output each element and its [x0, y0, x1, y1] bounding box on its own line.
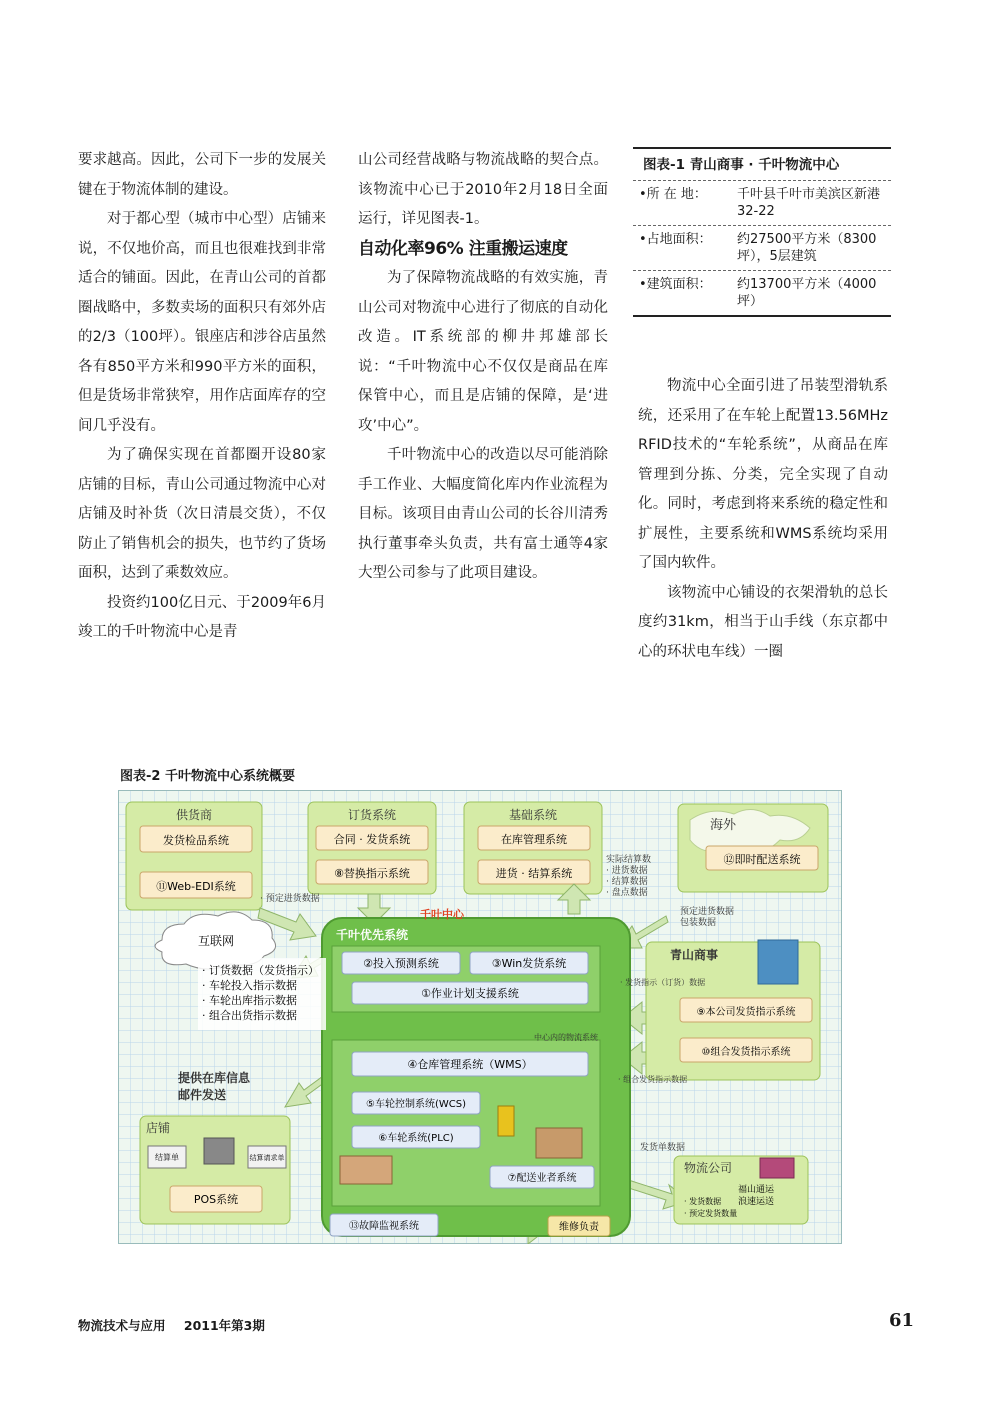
store-title: 店铺 [146, 1121, 171, 1135]
fault-monitor-system: ⑬故障监视系统 [349, 1221, 419, 1232]
settlement-slip: 结算单 [155, 1153, 179, 1162]
info-label: •占地面积： [639, 232, 712, 247]
svg-text:· 组合出货指示数据: · 组合出货指示数据 [202, 1009, 297, 1022]
note-predict: · 预定进货数据 [260, 894, 320, 904]
ship-data-note: · 发货数据 [684, 1197, 722, 1206]
combo-ship-system: ⑩组合发货指示系统 [701, 1047, 791, 1058]
info-value: 约27500平方米（8300坪），5层建筑 [737, 232, 877, 264]
wcs-system: ⑤车轮控制系统(WCS) [366, 1099, 466, 1110]
ordering-panel [308, 802, 436, 894]
receiving-settlement-system: 进货 · 结算系统 [495, 867, 573, 880]
paragraph: 要求越高。因此，公司下一步的发展关键在于物流体制的建设。 [78, 152, 326, 198]
svg-text:包装数据: 包装数据 [680, 918, 717, 928]
store-panel [140, 1116, 290, 1224]
inventory-system: 在库管理系统 [501, 833, 567, 846]
journal-name: 物流技术与应用 [78, 1318, 166, 1333]
svg-text:实际结算数: 实际结算数 [606, 855, 652, 865]
overseas-title: 海外 [709, 818, 737, 833]
truck-illustration [760, 1158, 794, 1178]
ordering-title: 订货系统 [347, 808, 397, 822]
mail-send-label: 邮件发送 [178, 1088, 227, 1102]
settlement-request-slip: 结算请求单 [249, 1154, 285, 1162]
figure-title: 图表-2 千叶物流中心系统概要 [120, 769, 295, 784]
text-column-3 [638, 372, 888, 667]
section-heading: 自动化率96% 注重搬运速度 [358, 238, 568, 259]
text-column-1 [78, 146, 326, 648]
svg-text:预定进货数据: 预定进货数据 [680, 907, 735, 917]
pos-system: POS系统 [193, 1193, 239, 1206]
aoyama-note: · 发货指示（订货）数据 [620, 978, 706, 987]
aoyama-title: 青山商事 [670, 948, 719, 962]
svg-text:· 订货数据（发货指示）: · 订货数据（发货指示） [202, 964, 319, 977]
overseas-panel [678, 804, 828, 892]
input-forecast-system: ②投入预测系统 [363, 957, 439, 970]
paragraph: 山公司经营战略与物流战略的契合点。该物流中心已于2010年2月18日全面运行，详见图表-1。 [358, 152, 608, 227]
chiba-system-label: 千叶优先系统 [336, 928, 409, 942]
page-number: 61 [888, 1310, 914, 1331]
paragraph: 投资约100亿日元、于2009年6月竣工的千叶物流中心是青 [78, 594, 326, 640]
ship-qty-note: · 预定发货数量 [684, 1209, 738, 1218]
stock-info-label: 提供在库信息 [178, 1071, 251, 1085]
internet-label: 互联网 [197, 934, 235, 948]
logistics-title: 物流公司 [684, 1161, 733, 1175]
paragraph: 对于都心型（城市中心型）店铺来说，不仅地价高，而且也很难找到非常适合的铺面。因此，在青山公司的首都圈战略中，多数卖场的面积只有郊外店的2/3（100坪）。银座店和涉谷店虽然各有850平方米和990平方米的面积，但是货场非常狭窄，用作店面库存的空间几乎没有。 [78, 211, 326, 434]
settle-notes [606, 853, 651, 898]
replacement-system: ⑧替换指示系统 [334, 867, 410, 880]
svg-text:· 车轮投入指示数据: · 车轮投入指示数据 [202, 979, 297, 992]
register-illustration [204, 1138, 234, 1164]
ship-data-label: 发货单数据 [640, 1143, 686, 1153]
info-label: •所 在 地： [639, 187, 707, 202]
web-edi-system: ⑪Web-EDI系统 [156, 880, 236, 893]
wms-system: ④仓库管理系统（WMS） [407, 1058, 533, 1071]
maintenance-label: 维修负责 [559, 1222, 599, 1233]
aoyama-panel [618, 940, 820, 1084]
base-title: 基础系统 [508, 808, 558, 822]
order-notes [198, 958, 326, 1030]
win-ship-system: ③Win发货系统 [491, 957, 567, 970]
supplier-title: 供货商 [175, 808, 213, 822]
instant-delivery-system: ⑫即时配送系统 [723, 853, 801, 866]
info-label: •建筑面积： [639, 277, 712, 292]
inner-logistics-label: 中心内的物流系统 [534, 1033, 598, 1042]
info-row [633, 226, 891, 271]
info-table-title: 图表-1 青山商事 · 千叶物流中心 [633, 149, 891, 181]
svg-text:· 进货数据: · 进货数据 [606, 866, 648, 876]
info-table [633, 147, 891, 317]
text-column-2 [358, 146, 608, 589]
aoyama-note2: · 组合发货指示数据 [618, 1075, 688, 1084]
carrier-fukuyama: 福山通运 [738, 1185, 775, 1195]
supplier-panel [126, 802, 262, 910]
work-plan-system: ①作业计划支援系统 [421, 987, 519, 1000]
footer-journal [78, 1316, 279, 1334]
info-value: 约13700平方米（4000坪） [737, 277, 877, 309]
svg-text:· 车轮出库指示数据: · 车轮出库指示数据 [202, 994, 297, 1007]
journal-issue: 2011年第3期 [183, 1318, 265, 1333]
forklift-illustration [498, 1106, 514, 1136]
svg-text:· 盘点数据: · 盘点数据 [606, 888, 648, 898]
garment-illustration [340, 1156, 392, 1184]
info-row [633, 181, 891, 226]
cargo-illustration [536, 1128, 582, 1158]
contract-ship-system: 合同 · 发货系统 [333, 833, 411, 846]
paragraph: 物流中心全面引进了吊装型滑轨系统，还采用了在车轮上配置13.56MHz RFID技术的“车轮系统”，从商品在库管理到分拣、分类，完全实现了自动化。同时，考虑到将来系统的稳定性和扩展性，主要系统和WMS系统均采用了国内软件。 [638, 378, 888, 571]
paragraph: 千叶物流中心的改造以尽可能消除手工作业、大幅度简化库内作业流程为目标。该项目由青山公司的长谷川清秀执行董事牵头负责，共有富士通等4家大型公司参与了此项目建设。 [358, 447, 608, 581]
svg-text:· 结算数据: · 结算数据 [606, 877, 648, 887]
chiba-center [322, 907, 630, 1236]
plc-system: ⑥车轮系统(PLC) [378, 1133, 454, 1144]
carrier-naniwa: 浪速运送 [738, 1197, 775, 1207]
company-ship-system: ⑨本公司发货指示系统 [696, 1007, 796, 1018]
info-value: 千叶县千叶市美滨区新港32-22 [737, 187, 881, 219]
paragraph: 为了确保实现在首都圈开设80家店铺的目标，青山公司通过物流中心对店铺及时补货（次日清晨交货），不仅防止了销售机会的损失，也节约了货场面积，达到了乘数效应。 [78, 447, 326, 581]
paragraph: 该物流中心铺设的衣架滑轨的总长度约31km，相当于山手线（东京都中心的环状电车线）一圈 [638, 584, 888, 660]
info-row [633, 271, 891, 317]
building-illustration [758, 940, 798, 984]
paragraph: 为了保障物流战略的有效实施，青山公司对物流中心进行了彻底的自动化改造。IT系统部的柳井邦雄部长说：“千叶物流中心不仅仅是商品在库保管中心，而且是店铺的保障，是‘进攻’中心”。 [358, 270, 608, 434]
carrier-system: ⑦配送业者系统 [507, 1173, 577, 1184]
system-diagram [118, 790, 842, 1244]
base-panel [464, 802, 602, 894]
shipping-check-system: 发货检品系统 [163, 834, 229, 847]
center-label: 千叶中心 [420, 908, 464, 921]
logistics-panel [674, 1156, 808, 1224]
